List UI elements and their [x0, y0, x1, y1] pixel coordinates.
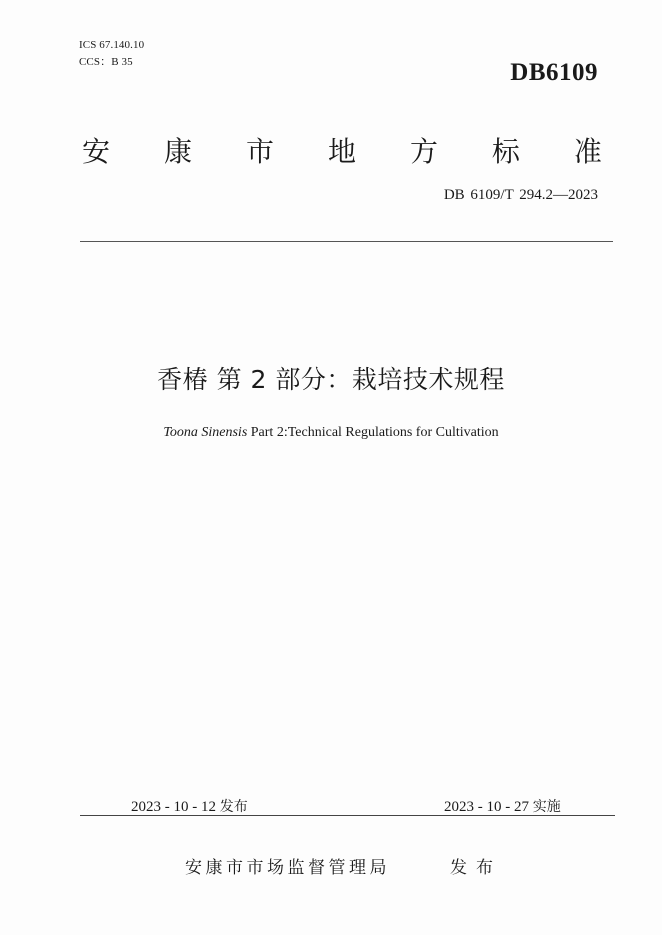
- document-title-en: [0, 424, 662, 442]
- standard-code: DB 6109/T 294.2—2023: [443, 187, 598, 203]
- ccs-code: CCS：B 35: [79, 56, 133, 68]
- ics-code: ICS 67.140.10: [79, 39, 145, 51]
- implementation-date-value: 2023 - 10 - 27: [444, 799, 533, 815]
- standard-type-char: 康: [163, 135, 192, 168]
- issue-label: 发布: [219, 799, 248, 815]
- standard-type-char: 地: [327, 135, 356, 168]
- standard-logo: DB6109: [510, 59, 598, 86]
- standard-type-char: 安: [82, 135, 111, 168]
- title-en-rest: Part 2:Technical Regulations for Cultivation: [247, 425, 499, 440]
- standard-type-heading: [82, 133, 602, 171]
- standard-type-char: 市: [245, 135, 274, 168]
- implementation-date: [444, 797, 561, 817]
- bottom-divider: [80, 815, 615, 816]
- document-title-cn: 香椿 第 2 部分：栽培技术规程: [157, 365, 505, 394]
- issue-date: [131, 797, 248, 817]
- standard-type-char: 准: [573, 135, 602, 168]
- publisher-name: 安康市市场监督管理局: [185, 858, 390, 878]
- standard-type-char: 方: [409, 135, 438, 168]
- standard-type-char: 标: [491, 135, 520, 168]
- top-divider: [80, 241, 613, 242]
- publish-label: 发布: [450, 858, 502, 878]
- issue-date-value: 2023 - 10 - 12: [131, 799, 220, 815]
- implementation-label: 实施: [532, 799, 561, 815]
- latin-name: Toona Sinensis: [163, 425, 248, 440]
